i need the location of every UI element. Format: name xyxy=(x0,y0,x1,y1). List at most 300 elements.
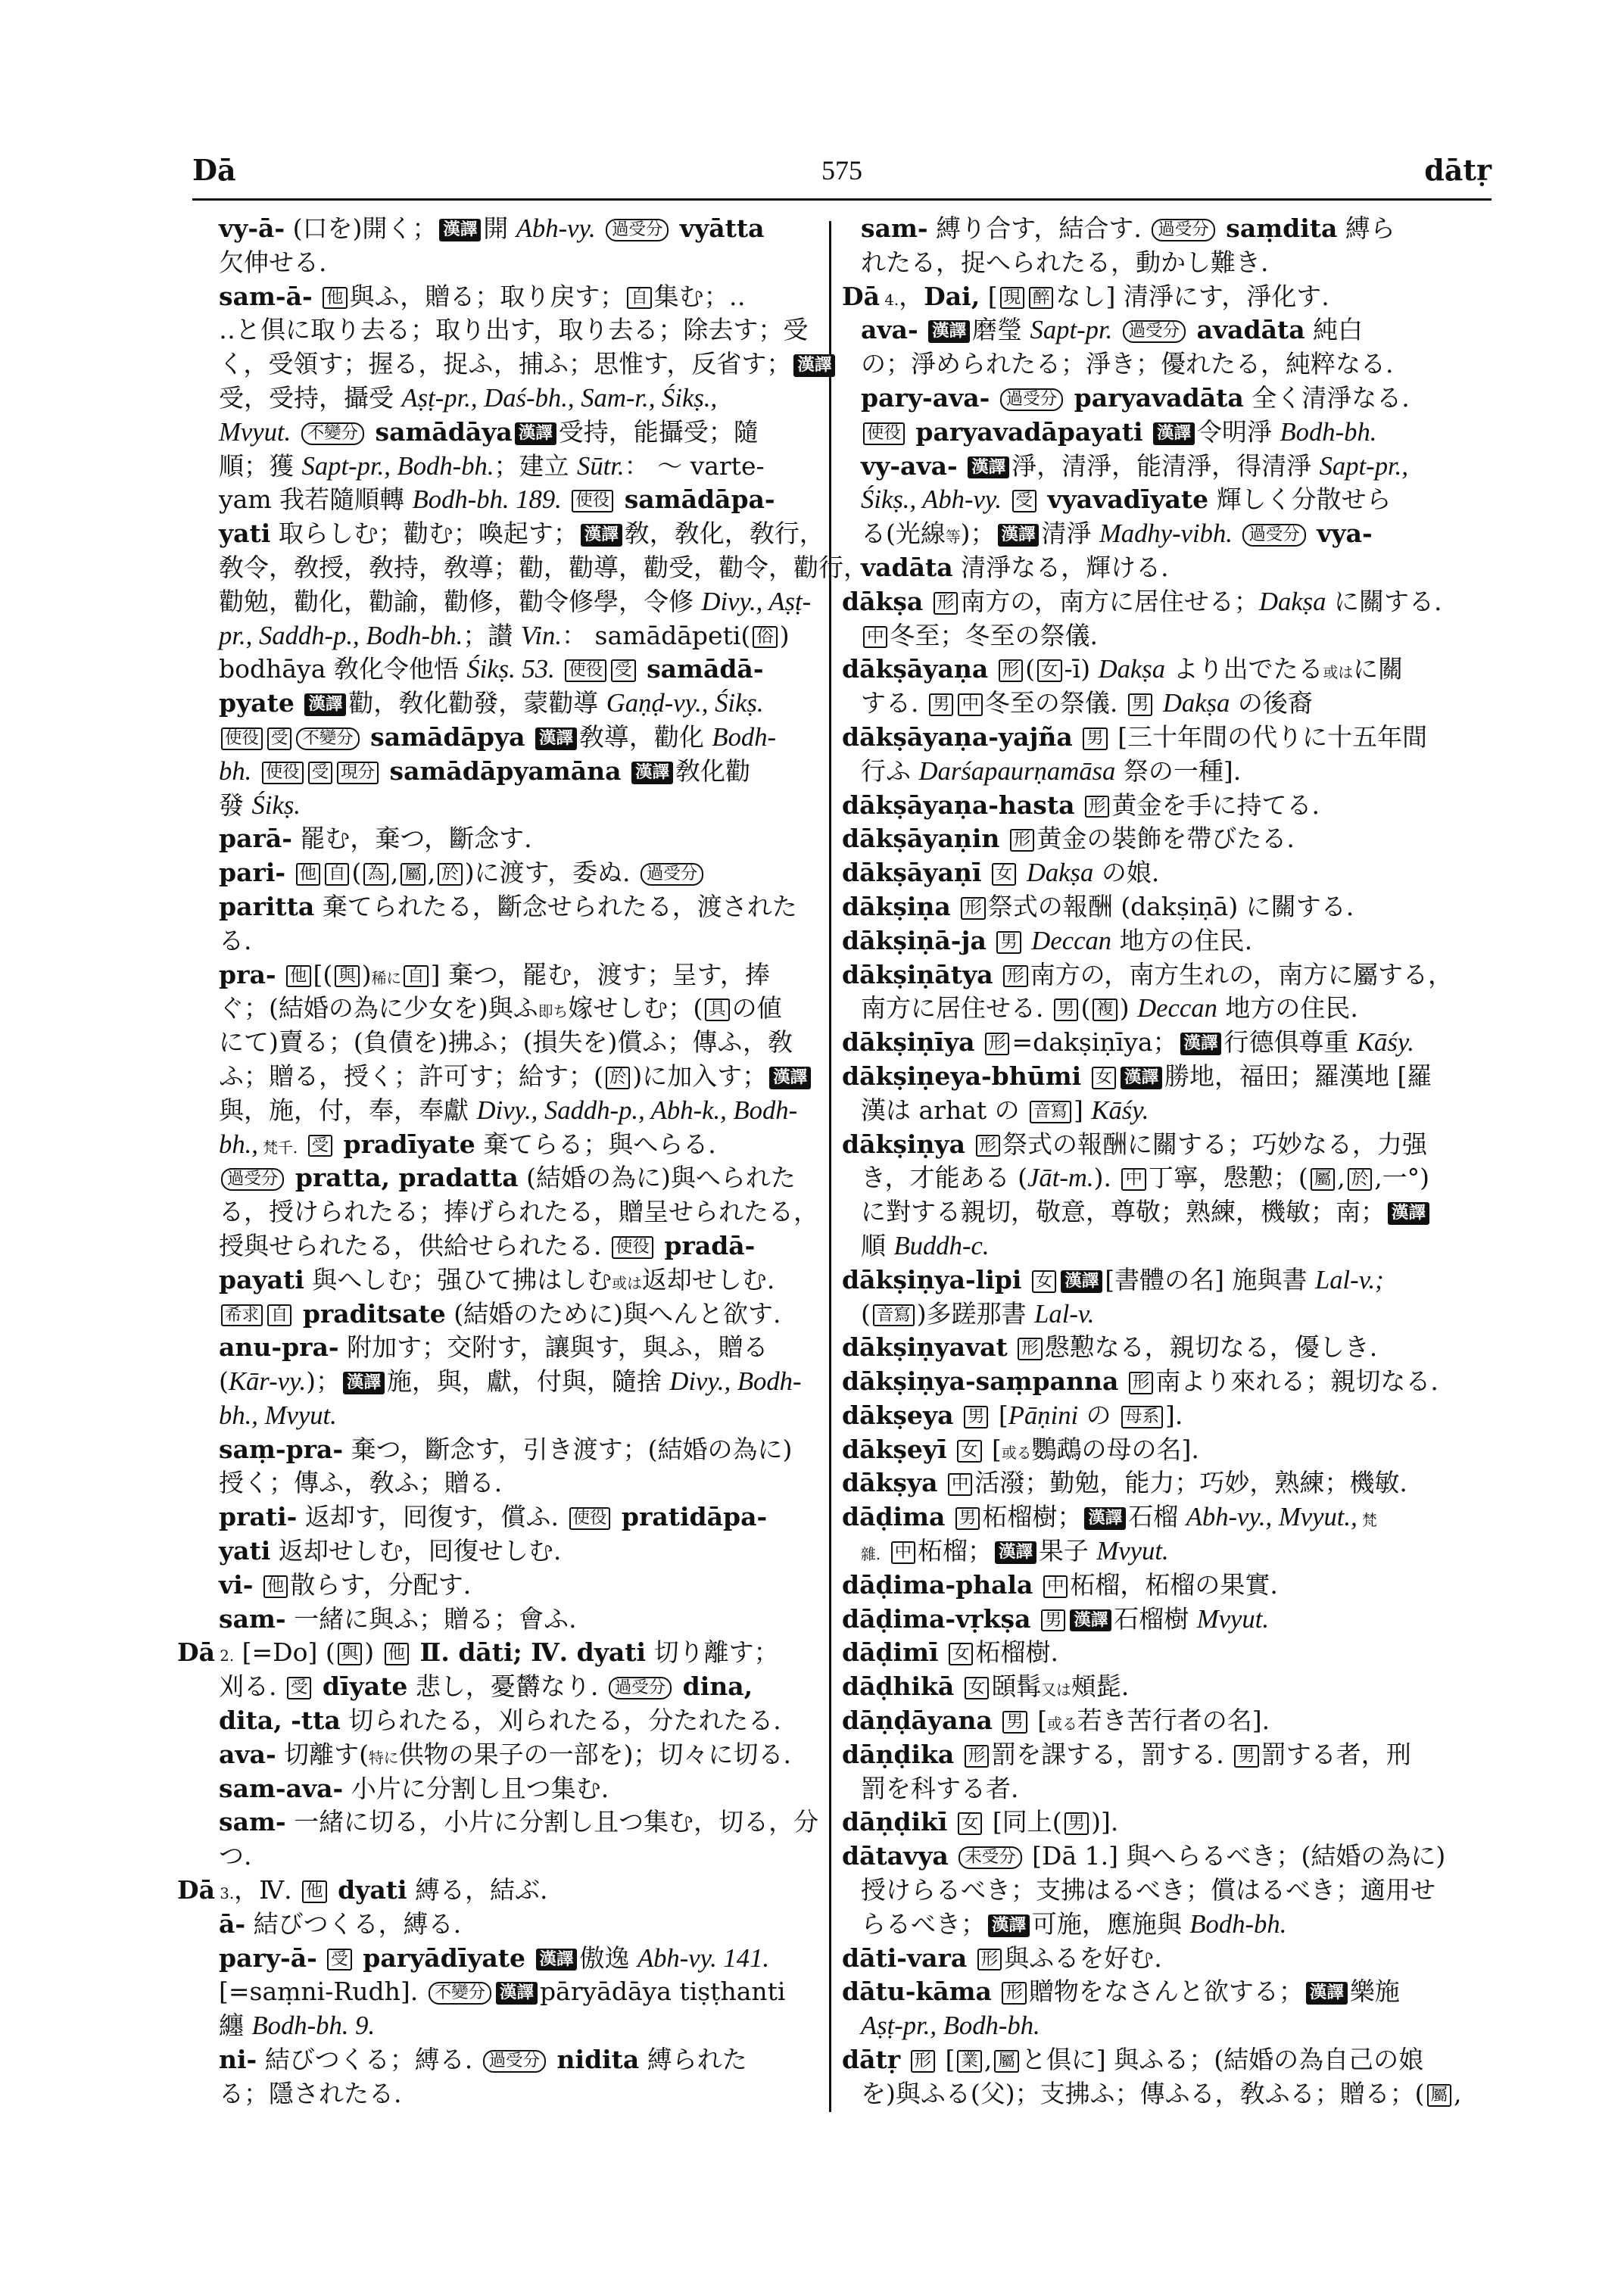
citation: Lal-v.; xyxy=(1314,1265,1384,1294)
definition-text: 附加す；交附す，讓與す，與ふ，贈る xyxy=(338,1332,768,1363)
definition-text: , xyxy=(1337,1163,1345,1193)
headword: vyavadīyate xyxy=(1038,484,1209,515)
citation: Sapt-pr. xyxy=(1030,316,1113,345)
grammar-label: 女 xyxy=(992,863,1016,886)
continuation-line xyxy=(177,1704,821,1738)
headword: Dā xyxy=(177,1637,215,1668)
definition-text: 敎化勸 xyxy=(675,756,750,786)
dictionary-entry-line xyxy=(842,1670,1493,1704)
continuation-line xyxy=(177,1534,821,1569)
grammar-label: 形 xyxy=(977,1949,1002,1971)
headword: dākṣiṇātya xyxy=(842,959,993,989)
grammar-label: 他 xyxy=(323,287,347,310)
citation: Aṣṭ-pr., Bodh-bh. xyxy=(861,2011,1040,2041)
definition-text: 柘榴，柘榴の果實. xyxy=(1070,1569,1278,1600)
citation: Sūtr. xyxy=(577,451,625,481)
grammar-label: 形 xyxy=(965,1745,989,1768)
grammar-label: 屬 xyxy=(1427,2084,1451,2107)
dictionary-entry-line xyxy=(842,1942,1493,1976)
headword: sam- xyxy=(219,1603,286,1634)
definition-text: に關 xyxy=(1353,654,1404,684)
kanyaku-label: 漢譯 xyxy=(496,1982,538,2005)
dictionary-entry-line xyxy=(842,1365,1493,1399)
continuation-line xyxy=(177,1060,821,1094)
continuation-line xyxy=(177,1026,821,1060)
headword: sam- xyxy=(219,1807,286,1837)
definition-text: )； xyxy=(960,519,996,549)
citation: Gaṇḍ-vy., Śikṣ. xyxy=(606,689,764,718)
citation: Buddh-c. xyxy=(893,1231,990,1260)
dictionary-entry-line xyxy=(842,1840,1493,1874)
grammar-label: 於 xyxy=(1348,1168,1372,1191)
grammar-label: 中 xyxy=(891,1541,915,1564)
definition-text: ] 棄つ，罷む，渡す；呈す，捧 xyxy=(430,959,771,989)
definition-text xyxy=(990,383,998,413)
definition-text: 勸勉，勸化，勸諭，勸修，勸令修學，令修 xyxy=(219,586,702,616)
definition-text: (口を)開く； xyxy=(285,213,438,243)
definition-text: [=saṃni-Rudh]. xyxy=(219,1977,426,2007)
sub-entry-line xyxy=(177,1805,821,1840)
headword: dyati xyxy=(329,1875,407,1905)
kanyaku-label: 漢譯 xyxy=(968,456,1009,479)
headword: vy-ava- xyxy=(861,450,958,481)
dictionary-entry-line xyxy=(842,1060,1493,1094)
definition-text: 與へしむ；强ひて拂はしむ xyxy=(304,1264,613,1294)
definition-text xyxy=(937,1468,946,1497)
headword: dāti-vara xyxy=(842,1943,968,1973)
definition-text: pāryādāya tiṣṭhanti xyxy=(539,1977,786,2007)
headword: dita, -tta xyxy=(219,1706,341,1736)
definition-text: 全く清淨なる. xyxy=(1243,382,1410,413)
sub-entry-line xyxy=(842,212,1493,246)
grammar-label: 與 xyxy=(335,965,359,988)
small-note: 2. xyxy=(215,1647,235,1665)
kanyaku-label: 漢譯 xyxy=(343,1372,385,1394)
definition-text xyxy=(1081,1061,1089,1091)
continuation-line xyxy=(177,551,868,585)
definition-text: 磨瑩 xyxy=(972,315,1030,345)
headword: dātu-kāma xyxy=(842,1977,992,2007)
dictionary-entry-line xyxy=(842,585,1493,619)
definition-text: )； xyxy=(306,1366,341,1397)
definition-text: 刈る. xyxy=(219,1671,285,1702)
definition-text xyxy=(949,1841,957,1871)
definition-text: [ xyxy=(983,1434,1002,1464)
citation: bh., Mvyut. xyxy=(219,1400,337,1430)
definition-text: る；隱されたる. xyxy=(219,2078,402,2108)
grammar-label: 受 xyxy=(308,762,332,784)
definition-text: 冬至；冬至の祭儀. xyxy=(890,620,1098,650)
continuation-line xyxy=(177,1298,821,1332)
definition-text: ；讃 xyxy=(463,620,521,650)
headword: dāṇḍikī xyxy=(842,1807,948,1837)
definition-text xyxy=(947,1435,955,1464)
grammar-label: 使役 xyxy=(221,727,263,750)
definition-text: する. xyxy=(861,688,927,718)
definition-text: 頰髭. xyxy=(1071,1671,1130,1702)
grammar-label: 俗 xyxy=(753,626,777,649)
definition-text xyxy=(562,484,570,514)
continuation-line xyxy=(177,755,821,789)
headword: vadāta xyxy=(861,552,953,582)
grammar-label: 使役 xyxy=(569,1507,611,1530)
definition-text xyxy=(954,1671,962,1701)
grammar-label: 使役 xyxy=(565,659,606,682)
definition-text: 與ふ，贈る；取り戻す； xyxy=(349,281,625,311)
definition-text: より出でたる xyxy=(1165,654,1323,684)
continuation-line xyxy=(842,1908,1493,1942)
definition-text: 地方の住民. xyxy=(1111,925,1253,955)
participle-label: 過受分 xyxy=(221,1168,284,1191)
grammar-label: 音寫 xyxy=(873,1304,915,1327)
definition-text: 黄金の裝飾を帶びたる. xyxy=(1036,824,1295,854)
citation: Sapt-pr., xyxy=(1319,451,1408,481)
dictionary-entry-line xyxy=(842,1704,1493,1738)
citation: Dakṣa xyxy=(1098,655,1166,684)
definition-text: の；淨められたる；淨き；優れたる，純粹なる. xyxy=(861,349,1394,379)
grammar-label: 受 xyxy=(1012,490,1036,512)
definition-text: を)與ふる(父)；支拂ふ；傳ふる，敎ふる；贈る；( xyxy=(861,2078,1425,2108)
sub-entry-line xyxy=(177,1331,821,1365)
continuation-line xyxy=(177,2077,821,2111)
definition-text: 纏 xyxy=(219,2011,252,2041)
grammar-label: 男 xyxy=(1002,1711,1027,1734)
definition-text: 棄てらる；與へらる. xyxy=(475,1129,716,1159)
dictionary-entry-line xyxy=(177,1636,821,1670)
citation: Śikṣ., Abh-vy. xyxy=(861,485,1002,515)
left-column xyxy=(177,212,868,2111)
definition-text: 順 xyxy=(861,1230,894,1260)
participle-label: 不變分 xyxy=(301,422,364,445)
citation: Bodh-bh. xyxy=(1280,417,1377,447)
definition-text xyxy=(953,1400,962,1430)
sub-entry-line xyxy=(177,1772,821,1806)
dictionary-entry-line xyxy=(842,924,1493,958)
headword: pary-ava- xyxy=(861,382,990,413)
grammar-label: 中 xyxy=(958,693,982,716)
definition-text: yam 我若隨順轉 xyxy=(219,484,413,515)
citation: Divy., Bodh- xyxy=(669,1367,802,1397)
definition-text xyxy=(918,315,927,344)
kanyaku-label: 漢譯 xyxy=(535,727,577,750)
headword: avadāta xyxy=(1188,315,1305,345)
grammar-label: 業 xyxy=(957,2050,981,2073)
continuation-line xyxy=(177,1195,821,1229)
definition-text xyxy=(1033,1570,1041,1600)
grammar-label: 自 xyxy=(325,863,349,886)
citation: Śikṣ. xyxy=(251,790,301,820)
definition-text: 石榴 xyxy=(1128,1502,1186,1532)
small-note: 或は xyxy=(1323,664,1354,682)
definition-text xyxy=(596,213,604,243)
grammar-label: 女 xyxy=(965,1677,989,1699)
definition-text: [ xyxy=(990,1400,1008,1430)
dictionary-entry-line xyxy=(842,1603,1493,1637)
grammar-label: 屬 xyxy=(401,863,425,886)
definition-text: [ xyxy=(1029,1706,1048,1736)
definition-text: 清淨 xyxy=(1041,519,1099,549)
small-note: 雜. xyxy=(861,1546,881,1564)
participle-label: 過受分 xyxy=(606,219,669,241)
grammar-label: 他 xyxy=(296,863,320,886)
definition-text xyxy=(1233,519,1241,548)
grammar-label: 女 xyxy=(1092,1067,1116,1089)
definition-text: ： 〜 varte- xyxy=(624,450,765,481)
definition-text: [書體の名] 施與書 xyxy=(1105,1264,1315,1294)
definition-text xyxy=(1030,1604,1039,1634)
participle-label: 不變分 xyxy=(429,1982,491,2005)
grammar-label: 希求 xyxy=(221,1304,263,1327)
grammar-label: 男 xyxy=(1128,693,1152,716)
definition-text: 與ふるを好む. xyxy=(1004,1943,1162,1973)
definition-text: 受，受持，攝受 xyxy=(219,382,402,413)
headword: dākṣeya xyxy=(842,1400,954,1430)
headword: Ⅳ. dyati xyxy=(522,1637,647,1668)
definition-text xyxy=(285,858,294,887)
kanyaku-label: 漢譯 xyxy=(1153,422,1195,445)
participle-label: 過受分 xyxy=(483,2050,546,2073)
dictionary-entry-line xyxy=(842,1433,1493,1467)
definition-text: 罷む，棄つ，斷念す. xyxy=(291,824,532,854)
small-note: 等 xyxy=(945,528,961,547)
definition-text xyxy=(999,824,1008,853)
headword: sam-ā- xyxy=(219,281,313,311)
citation: Bodh-bh. xyxy=(1189,1909,1287,1939)
participle-label: 過受分 xyxy=(1152,219,1214,241)
definition-text: )に加入す； xyxy=(632,1061,768,1091)
definition-text xyxy=(525,722,534,752)
grammar-label: 於 xyxy=(438,863,462,886)
headword: dāṇḍika xyxy=(842,1739,955,1769)
definition-text: 柘榴樹； xyxy=(982,1502,1083,1532)
headword: ni- xyxy=(219,2045,257,2075)
definition-text: らるべき； xyxy=(861,1908,986,1939)
grammar-label: 形 xyxy=(1018,1338,1042,1360)
citation: Bodh-bh. 189. xyxy=(412,485,562,515)
citation: Dakṣa xyxy=(1162,689,1230,718)
small-note: 或は xyxy=(612,1274,642,1292)
definition-text: 輝しく分散せら xyxy=(1208,484,1392,515)
definition-text: )に渡す，委ぬ. xyxy=(464,858,638,888)
dictionary-entry-line xyxy=(842,789,1493,823)
headword: vyātta xyxy=(671,213,765,243)
continuation-line xyxy=(177,2009,821,2043)
definition-text: 可施，應施與 xyxy=(1031,1908,1190,1939)
sub-entry-line xyxy=(177,1603,821,1637)
continuation-line xyxy=(177,517,824,551)
headword: dāṇḍāyana xyxy=(842,1706,993,1736)
definition-text xyxy=(1002,484,1010,514)
small-note: 即ち xyxy=(538,1003,569,1021)
definition-text: [Dā 1.] 與へらるべき；(結婚の為に) xyxy=(1024,1841,1446,1871)
headword: Ⅱ. dāti; xyxy=(411,1637,522,1668)
definition-text: 集む；‥ xyxy=(653,281,746,311)
definition-text: 清淨なる，輝ける. xyxy=(952,552,1169,582)
definition-text xyxy=(1143,417,1152,447)
headword: ava- xyxy=(861,315,918,345)
continuation-line xyxy=(842,1534,1493,1569)
definition-text: 地方の住民. xyxy=(1217,993,1358,1023)
definition-text xyxy=(276,960,285,989)
sub-entry-line xyxy=(177,212,821,246)
headword: pradā- xyxy=(655,1230,756,1260)
dictionary-entry-line xyxy=(842,653,1493,687)
definition-text xyxy=(1021,1265,1030,1294)
definition-text: 鸚鵡の母の名]. xyxy=(1031,1434,1199,1464)
headword: samādāpyamāna xyxy=(381,756,622,786)
continuation-line xyxy=(177,1399,821,1433)
dictionary-entry-line xyxy=(842,890,1493,924)
definition-text xyxy=(967,1943,975,1973)
definition-text: 返却せしむ，囘復せしむ. xyxy=(270,1536,562,1566)
grammar-label: 形 xyxy=(1002,1982,1026,2005)
definition-text: 切られたる，刈られたる，分たれたる. xyxy=(340,1706,781,1736)
headword: yati xyxy=(219,519,271,549)
dictionary-entry-line xyxy=(842,1128,1493,1162)
definition-text: 縛る，結ぶ. xyxy=(407,1875,548,1905)
continuation-line xyxy=(177,890,821,924)
dictionary-entry-line xyxy=(842,1026,1493,1060)
sub-entry-line xyxy=(177,1908,821,1942)
small-note: 3. xyxy=(215,1885,235,1903)
headword: paryavadāpayati xyxy=(906,416,1143,447)
continuation-line xyxy=(177,619,821,653)
kanyaku-label: 漢譯 xyxy=(1306,1982,1348,2005)
headword: dākṣeyī xyxy=(842,1434,947,1464)
definition-text: (結婚の為に)與へられた xyxy=(518,1163,796,1193)
citation: Vin. xyxy=(520,621,563,650)
definition-text: ) xyxy=(364,1637,382,1668)
definition-text xyxy=(958,451,966,481)
definition-text: 令明淨 xyxy=(1196,416,1280,447)
headword: sam- xyxy=(861,213,928,243)
headword: pyate xyxy=(219,688,295,718)
definition-text: [=Do] ( xyxy=(234,1637,335,1668)
kanyaku-label: 漢譯 xyxy=(631,762,673,784)
citation: Abh-vy., Mvyut., xyxy=(1186,1503,1357,1532)
continuation-line xyxy=(842,1874,1493,1908)
grammar-label: 男 xyxy=(996,931,1021,954)
definition-text: 柘榴； xyxy=(918,1536,993,1566)
continuation-line xyxy=(177,789,821,823)
continuation-line xyxy=(842,2009,1493,2043)
grammar-label: 男 xyxy=(1083,727,1107,750)
continuation-line xyxy=(177,1670,821,1704)
sub-entry-line xyxy=(842,450,1493,484)
continuation-line xyxy=(842,2077,1493,2111)
definition-text: く，受領す；握る，捉ふ，捕ふ；思惟す，反省す； xyxy=(219,349,792,379)
definition-text: ). xyxy=(1093,1163,1120,1193)
definition-text: 受持，能攝受；隨 xyxy=(558,416,759,447)
kanyaku-label: 漢譯 xyxy=(928,320,970,343)
grammar-label: 受 xyxy=(267,727,291,750)
continuation-line xyxy=(842,551,1493,585)
grammar-label: 中 xyxy=(1043,1575,1068,1598)
grammar-label: 形 xyxy=(961,897,985,920)
headword: pradīyate xyxy=(335,1129,475,1159)
running-head-right: dātṛ xyxy=(1424,153,1492,187)
headword: dākṣiṇā-ja xyxy=(842,925,987,955)
continuation-line xyxy=(842,1229,1493,1263)
definition-text xyxy=(975,1027,983,1057)
definition-text xyxy=(1155,688,1163,718)
continuation-line xyxy=(842,755,1493,789)
grammar-label: 具 xyxy=(705,999,729,1021)
definition-text: に對する親切，敬意，尊敬；熟練，機敏；南； xyxy=(861,1197,1386,1227)
headword: nidita xyxy=(548,2045,640,2075)
definition-text xyxy=(622,756,630,786)
headword: dākṣiṇa xyxy=(842,891,951,921)
definition-text: 施，與，獻，付與，隨捨 xyxy=(386,1366,670,1397)
citation: pr., Saddh-p., Bodh-bh. xyxy=(219,621,463,650)
continuation-line xyxy=(842,246,1493,280)
definition-text: ( xyxy=(1080,993,1091,1023)
small-note: 稀に xyxy=(371,969,402,987)
definition-text: 取らしむ；勸む；喚起す； xyxy=(270,519,578,549)
definition-text: -ī) xyxy=(1064,654,1099,684)
definition-text: る(光線 xyxy=(861,519,946,549)
definition-text: 南方の，南方に居住せる； xyxy=(960,586,1259,616)
sub-entry-line xyxy=(177,1433,821,1467)
continuation-line xyxy=(842,619,1493,653)
headword: samādāya xyxy=(366,416,513,447)
continuation-line xyxy=(842,483,1493,517)
continuation-line xyxy=(177,1466,821,1500)
headword: dākṣiṇya-lipi xyxy=(842,1264,1022,1294)
definition-text: , xyxy=(983,2045,993,2075)
headword: dīyate xyxy=(313,1671,408,1702)
definition-text: の娘. xyxy=(1093,858,1160,888)
definition-text: る，授けられたる；捧げられたる，贈呈せられたる， xyxy=(219,1197,818,1227)
definition-text: にて)賣る；(負債を)拂ふ；(損失を)償ふ；傳ふ，敎 xyxy=(219,1027,793,1058)
sub-entry-line xyxy=(177,2043,821,2077)
grammar-label: 與 xyxy=(338,1643,362,1665)
headword: samādā- xyxy=(637,654,764,684)
grammar-label: 形 xyxy=(985,1033,1009,1055)
definition-text xyxy=(253,1570,261,1600)
grammar-label: 女 xyxy=(1037,659,1061,682)
definition-text xyxy=(1075,790,1083,820)
definition-text: ；建立 xyxy=(494,450,578,481)
grammar-label: 為 xyxy=(363,863,388,886)
definition-text: 南方に居住せる. xyxy=(861,993,1052,1023)
citation: bh. xyxy=(219,756,252,786)
grammar-label: 現分 xyxy=(337,762,379,784)
grammar-label: 形 xyxy=(1129,1372,1153,1394)
definition-text: 開 xyxy=(483,213,516,243)
continuation-line xyxy=(177,313,821,347)
definition-text xyxy=(987,926,995,955)
grammar-label: 女 xyxy=(957,1440,981,1463)
grammar-label: 他 xyxy=(263,1575,288,1598)
definition-text xyxy=(965,1129,974,1159)
headword: sam-ava- xyxy=(219,1773,344,1803)
continuation-line xyxy=(842,1772,1493,1806)
definition-text: つ. xyxy=(219,1841,252,1871)
definition-text: 一緒に切る，小片に分割し且つ集む，切る，分 xyxy=(285,1807,819,1837)
definition-text: 縛られた xyxy=(639,2045,747,2075)
definition-text: 石榴樹 xyxy=(1114,1603,1197,1634)
definition-text: ‥と倶に取り去る；取り出す，取り去る；除去す；受 xyxy=(219,315,809,345)
definition-text: [ xyxy=(937,2045,955,2075)
grammar-label: 音寫 xyxy=(1030,1101,1071,1123)
kanyaku-label: 漢譯 xyxy=(439,219,481,241)
citation: Lal-v. xyxy=(1034,1299,1095,1329)
dictionary-entry-line xyxy=(842,1466,1493,1500)
citation: Kāśy. xyxy=(1356,1028,1414,1058)
definition-text: ，Ⅳ. xyxy=(234,1875,301,1905)
kanyaku-label: 漢譯 xyxy=(1070,1609,1111,1632)
